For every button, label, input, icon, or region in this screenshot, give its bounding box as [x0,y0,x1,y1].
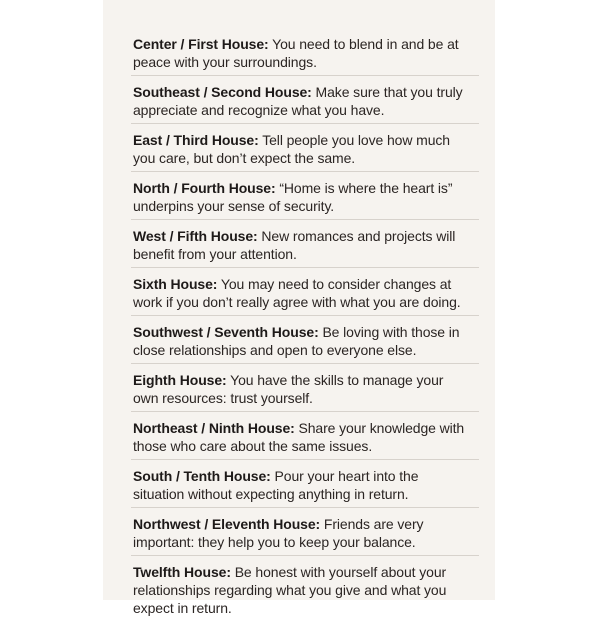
entry-title: Northeast / Ninth House: [133,420,295,436]
entry-eighth-house [133,371,475,412]
entry-text: You need to blend in and be at peace with your surroundings. [133,36,459,70]
entry-title: West / Fifth House: [133,228,258,244]
entry-title: East / Third House: [133,132,259,148]
entry-fourth-house [133,179,475,220]
entry-text: Share your knowledge with those who care about the same issues. [133,420,465,454]
entry-title: Eighth House: [133,372,227,388]
entry-eleventh-house [133,515,475,556]
entry-seventh-house [133,323,475,364]
entry-title: Sixth House: [133,276,218,292]
entry-text: Be honest with yourself about your relationships regarding what you give and what you expect in return. [133,564,447,616]
entry-second-house [133,83,475,124]
entry-text: Tell people you love how much you care, but don’t expect the same. [133,132,450,166]
entry-title: Northwest / Eleventh House: [133,516,321,532]
entry-first-house [133,35,475,76]
entry-text: You may need to consider changes at work if you don’t really agree with what you are doing. [133,276,461,310]
entry-third-house [133,131,475,172]
entry-text: You have the skills to manage your own resources: trust yourself. [133,372,444,406]
entry-tenth-house [133,467,475,508]
entry-sixth-house [133,275,475,316]
entry-title: Center / First House: [133,36,269,52]
text-card [103,0,495,616]
entry-title: Southeast / Second House: [133,84,312,100]
entry-text: Pour your heart into the situation without expecting anything in return. [133,468,419,502]
entry-text: Friends are very important: they help you to keep your balance. [133,516,424,550]
entry-title: North / Fourth House: [133,180,276,196]
entry-text: “Home is where the heart is” underpins your sense of security. [133,180,453,214]
entry-fifth-house [133,227,475,268]
entry-title: South / Tenth House: [133,468,271,484]
entry-text: Make sure that you truly appreciate and recognize what you have. [133,84,463,118]
entry-twelfth-house [133,563,475,622]
entry-text: New romances and projects will benefit from your attention. [133,228,456,262]
entry-title: Twelfth House: [133,564,231,580]
entry-ninth-house [133,419,475,460]
entry-text: Be loving with those in close relationships and open to everyone else. [133,324,460,358]
entry-title: Southwest / Seventh House: [133,324,319,340]
